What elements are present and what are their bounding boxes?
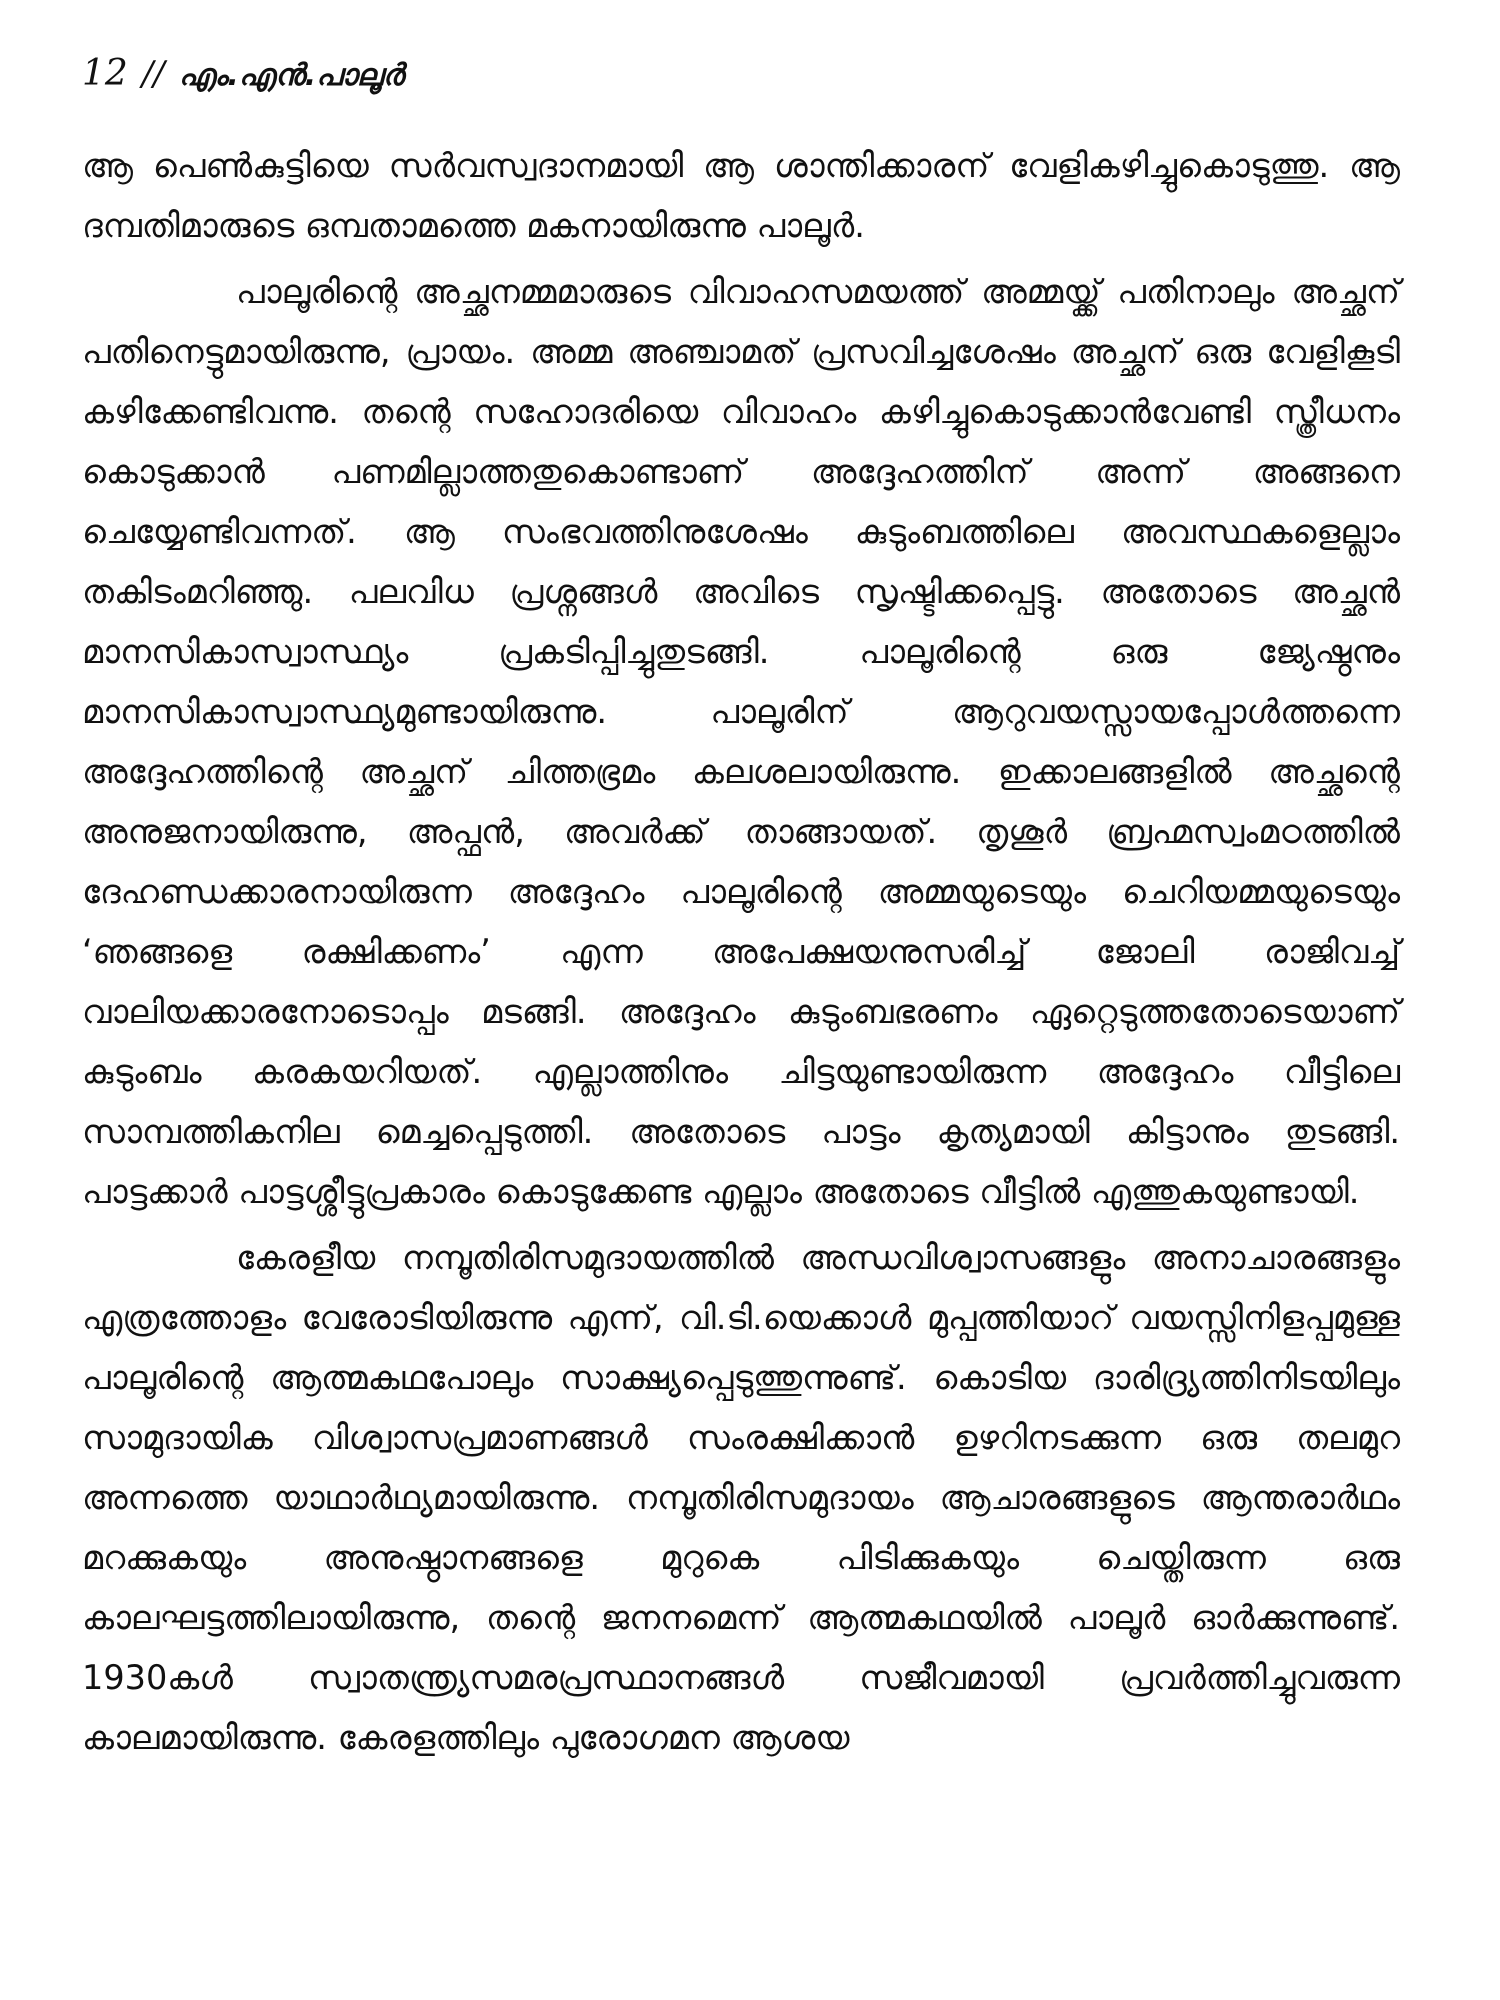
header-separator: // — [141, 54, 165, 94]
paragraph-2: പാലൂരിന്റെ അച്ഛനമ്മമാരുടെ വിവാഹസമയത്ത് അമ്മയ്ക്ക് പതിനാലും അച്ഛന് പതിനെട്ടുമായിരുന്നു, പ്രായം. അമ്മ അഞ്ചാമത് പ്രസവിച്ചശേഷം അച്ഛന് ഒരു വേളികൂടി കഴിക്കേണ്ടിവന്നു. തന്റെ സഹോദരിയെ വിവാഹം കഴിച്ചുകൊടുക്കാൻവേണ്ടി സ്ത്രീധനം കൊടുക്കാൻ പണമില്ലാത്തതുകൊണ്ടാണ് അദ്ദേഹത്തിന് അന്ന് അങ്ങനെ ചെയ്യേണ്ടിവന്നത്. ആ സംഭവത്തിനുശേഷം കുടുംബത്തിലെ അവസ്ഥകളെല്ലാം തകിടംമറിഞ്ഞു. പലവിധ പ്രശ്നങ്ങൾ അവിടെ സൃഷ്ടിക്കപ്പെട്ടു. അതോടെ അച്ഛൻ മാനസികാസ്വാസ്ഥ്യം പ്രകടിപ്പിച്ചുതുടങ്ങി. പാലൂരിന്റെ ഒരു ജ്യേഷ്ഠനും മാനസികാസ്വാസ്ഥ്യമുണ്ടായിരുന്നു. പാലൂരിന് ആറുവയസ്സായപ്പോൾത്തന്നെ അദ്ദേഹത്തിന്റെ അച്ഛന് ചിത്തഭ്രമം കലശലായിരുന്നു. ഇക്കാലങ്ങളിൽ അച്ഛന്റെ അനുജനായിരുന്നു, അപ്ഫൻ, അവർക്ക് താങ്ങായത്. തൃശൂർ ബ്രഹ്മസ്വംമഠത്തിൽ ദേഹണ്ഡക്കാരനായിരുന്ന അദ്ദേഹം പാലൂരിന്റെ അമ്മയുടെയും ചെറിയമ്മയുടെയും ‘ഞങ്ങളെ രക്ഷിക്കണം’ എന്ന അപേക്ഷയനുസരിച്ച് ജോലി രാജിവച്ച് വാലിയക്കാരനോടൊപ്പം മടങ്ങി. അദ്ദേഹം കുടുംബഭരണം ഏറ്റെടുത്തതോടെയാണ് കുടുംബം കരകയറിയത്. എല്ലാത്തിനും ചിട്ടയുണ്ടായിരുന്ന അദ്ദേഹം വീട്ടിലെ സാമ്പത്തികനില മെച്ചപ്പെടുത്തി. അതോടെ പാട്ടം കൃത്യമായി കിട്ടാനും തുടങ്ങി. പാട്ടക്കാർ പാട്ടശ്ശീട്ടുപ്രകാരം കൊടുക്കേണ്ട എല്ലാം അതോടെ വീട്ടിൽ എത്തുകയുണ്ടായി. — [82, 272, 1400, 1211]
paragraph-3: കേരളീയ നമ്പൂതിരിസമുദായത്തിൽ അന്ധവിശ്വാസങ്ങളും അനാചാരങ്ങളും എത്രത്തോളം വേരോടിയിരുന്നു എന്ന്, വി.ടി.യെക്കാൾ മുപ്പത്തിയാറ് വയസ്സിനിളപ്പമുള്ള പാലൂരിന്റെ ആത്മകഥപോലും സാക്ഷ്യപ്പെടുത്തുന്നുണ്ട്. കൊടിയ ദാരിദ്ര്യത്തിനിടയിലും സാമുദായിക വിശ്വാസപ്രമാണങ്ങൾ സംരക്ഷിക്കാൻ ഉഴറിനടക്കുന്ന ഒരു തലമുറ അന്നത്തെ യാഥാർഥ്യമായിരുന്നു. നമ്പൂതിരിസമുദായം ആചാരങ്ങളുടെ ആന്തരാർഥം മറക്കുകയും അനുഷ്ഠാനങ്ങളെ മുറുകെ പിടിക്കുകയും ചെയ്തിരുന്ന ഒരു കാലഘട്ടത്തിലായിരുന്നു, തന്റെ ജനനമെന്ന് ആത്മകഥയിൽ പാലൂർ ഓർക്കുന്നുണ്ട്. 1930കൾ സ്വാതന്ത്ര്യസമരപ്രസ്ഥാനങ്ങൾ സജീവമായി പ്രവർത്തിച്ചുവരുന്ന കാലമായിരുന്നു. കേരളത്തിലും പുരോഗമന ആശയ — [82, 1238, 1400, 1757]
paragraph-1: ആ പെൺകുട്ടിയെ സർവസ്വദാനമായി ആ ശാന്തിക്കാരന് വേളികഴിച്ചുകൊടുത്തു. ആ ദമ്പതിമാരുടെ ഒമ്പതാമത്തെ മകനായിരുന്നു പാലൂർ. — [82, 146, 1400, 245]
page-number: 12 — [82, 53, 128, 94]
author-name: എം.എൻ.പാലൂർ — [178, 58, 404, 93]
running-head — [82, 52, 1400, 96]
